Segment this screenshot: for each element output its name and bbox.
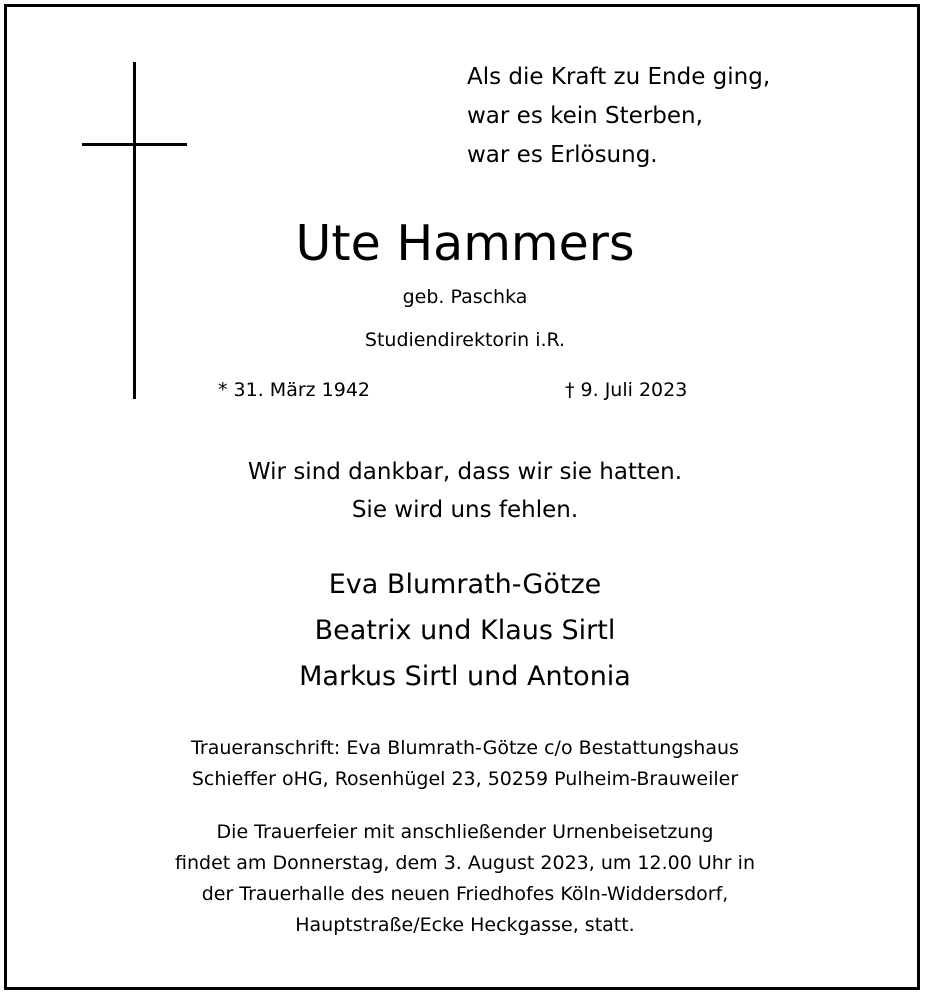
address-line: Schieffer oHG, Rosenhügel 23, 50259 Pulheim-Brauweiler — [191, 768, 739, 790]
ceremony-line: findet am Donnerstag, dem 3. August 2023, um 12.00 Uhr in — [175, 852, 755, 874]
birth-date: * 31. März 1942 — [218, 379, 371, 401]
mourners-list — [0, 562, 930, 700]
mourner-name: Beatrix und Klaus Sirtl — [314, 615, 616, 646]
mourner-name: Markus Sirtl und Antonia — [299, 661, 631, 692]
verse-line: Als die Kraft zu Ende ging, — [467, 64, 771, 90]
address-line: Traueranschrift: Eva Blumrath-Götze c/o Bestattungshaus — [191, 737, 739, 759]
maiden-name: geb. Paschka — [402, 286, 528, 308]
verse-line: war es kein Sterben, — [467, 103, 703, 129]
thanks-text — [0, 453, 930, 529]
deceased-name: Ute Hammers — [295, 215, 635, 272]
death-date: † 9. Juli 2023 — [565, 379, 688, 401]
verse-line: war es Erlösung. — [467, 142, 658, 168]
ceremony-line: der Trauerhalle des neuen Friedhofes Köln-Widdersdorf, — [201, 883, 729, 905]
cross-horizontal-bar — [82, 143, 187, 146]
professional-title: Studiendirektorin i.R. — [364, 329, 566, 351]
ceremony-line: Die Trauerfeier mit anschließender Urnenbeisetzung — [216, 821, 714, 843]
ceremony-info — [0, 817, 930, 941]
mourner-name: Eva Blumrath-Götze — [328, 569, 602, 600]
mourning-address — [0, 733, 930, 795]
thanks-line: Sie wird uns fehlen. — [351, 497, 579, 523]
verse — [467, 58, 770, 175]
thanks-line: Wir sind dankbar, dass wir sie hatten. — [247, 459, 683, 485]
ceremony-line: Hauptstraße/Ecke Heckgasse, statt. — [295, 914, 635, 936]
